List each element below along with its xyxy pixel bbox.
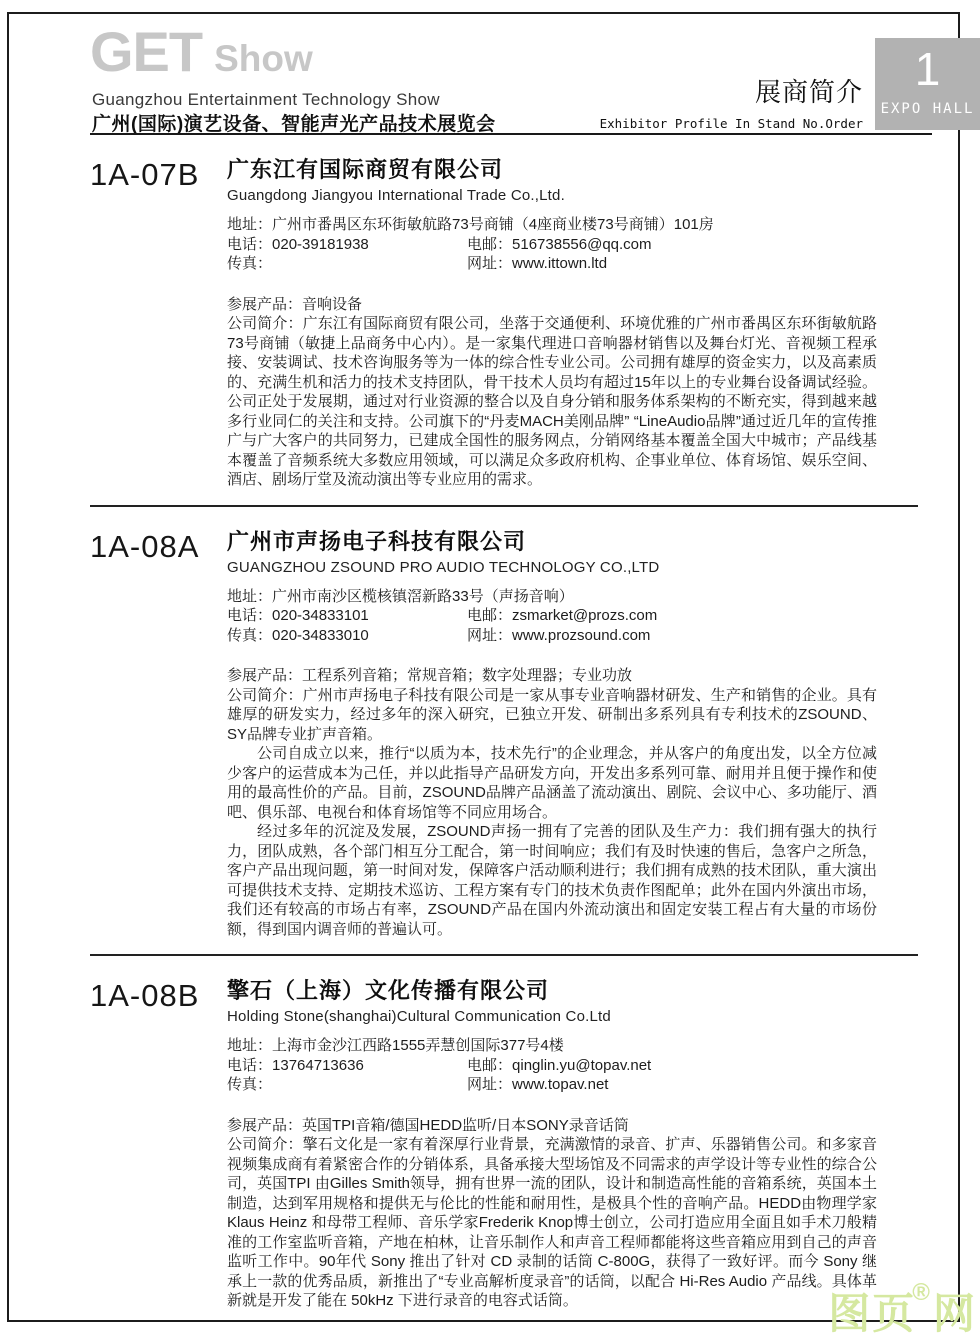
phone-label: 电话：	[227, 1056, 273, 1074]
page-border-frame	[7, 12, 960, 1322]
show-tagline-cn: 广州(国际)演艺设备、智能声光产品技术展览会	[92, 114, 496, 135]
watermark-text-left: 图页	[828, 1290, 917, 1336]
fax-website-row	[227, 626, 877, 646]
phone-label: 电话：	[227, 235, 273, 253]
phone-email-row	[227, 235, 877, 255]
products-value: 工程系列音箱；常规音箱；数字处理器；专业功放	[302, 667, 633, 684]
website-label: 网址：	[467, 1076, 513, 1093]
company-profile	[227, 686, 877, 940]
products-label: 参展产品：	[227, 295, 303, 313]
email-cell	[467, 1056, 651, 1076]
products-value: 英国TPI音箱/德国HEDD监听/日本SONY录音话筒	[302, 1116, 629, 1134]
logo-show-text: Show	[214, 38, 313, 79]
contact-block	[227, 587, 877, 646]
exhibitor-entry	[9, 135, 958, 490]
registered-mark-icon: ®	[912, 1279, 932, 1306]
profile-label: 公司简介：	[227, 315, 303, 332]
address-row	[227, 1036, 877, 1056]
email-cell	[467, 235, 652, 255]
company-name-cn: 擎石（上海）文化传播有限公司	[227, 978, 550, 1003]
website-label: 网址：	[467, 626, 513, 644]
address-row	[227, 215, 877, 235]
watermark-text-right: 网	[932, 1290, 977, 1336]
company-name-en: Holding Stone(shanghai)Cultural Communication Co.Ltd	[227, 1008, 611, 1025]
address-value: 上海市金沙江西路1555弄慧创国际377号4楼	[272, 1037, 564, 1054]
email-cell	[467, 606, 657, 626]
profile-paragraph: 公司自成立以来，推行“以质为本，技术先行”的企业理念，并从客户的角度出发，以全方位减少客户的运营成本为己任，并以此指导产品研发方向，开发出多系列可靠、耐用并且便于操作和使用的最高性价的产品。目前，ZSOUND品牌产品涵盖了流动演出、剧院、会议中心、多功能厅、酒吧、俱乐部、电视台和体育场馆等不同应用场合。	[227, 745, 877, 821]
section-title-en: Exhibitor Profile In Stand No.Order	[599, 116, 863, 131]
fax-website-row	[227, 1075, 877, 1095]
exhibitor-body	[227, 525, 877, 940]
show-tagline-en: Guangzhou Entertainment Technology Show	[92, 90, 440, 109]
phone-value: 13764713636	[272, 1056, 364, 1074]
products-line	[227, 666, 877, 686]
products-line	[227, 295, 877, 315]
phone-value: 020-39181938	[272, 235, 369, 253]
get-show-logo	[90, 20, 313, 83]
fax-value: 020-34833010	[272, 626, 369, 644]
profile-paragraph: 公司简介：擎石文化是一家有着深厚行业背景，充满激情的录音、扩声、乐器销售公司。和多家音视频集成商有着紧密合作的分销体系，具备承接大型场馆及不同需求的声学设计等专业性的综合公司，英国TPI 由Gilles Smith领导，拥有世界一流的团队，设计和制造高性能的音箱系统，英国本土制造，达到军用规格和提供无与伦比的性能和耐用性，是极具个性的音响产品。HEDD由物理学家Klaus Heinz 和母带工程师、音乐学家Frederik Knop博士创立，公司打造应用全面且如手术刀般精准的工作室监听音箱，产地在柏林，让音乐制作人和声音工程师都能将这些音箱应用到自己的声音监听工作中。90年代 Sony 推出了针对 CD 录制的话筒 C-800G，获得了一致好评。而今 Sony 继承上一款的优秀品质，新推出了“专业高解析度录音”的话筒，以配合 Hi-Res Audio 产品线。具体革新就是开发了能在 50kHz 下进行录音的电容式话筒。	[227, 1136, 877, 1309]
products-value: 音响设备	[302, 295, 363, 313]
address-value: 广州市番禺区东环街敏航路73号商铺（4座商业楼73号商铺）101房	[272, 216, 714, 233]
fax-website-row	[227, 254, 877, 274]
expo-hall-badge	[875, 38, 980, 130]
section-title-cn: 展商简介	[754, 77, 863, 107]
contact-block	[227, 215, 877, 274]
profile-label: 公司简介：	[227, 1136, 303, 1153]
company-name-en: GUANGZHOU ZSOUND PRO AUDIO TECHNOLOGY CO.,LTD	[227, 558, 660, 576]
website-cell	[467, 626, 650, 646]
phone-email-row	[227, 1056, 877, 1076]
page-header	[9, 14, 958, 135]
products-line	[227, 1116, 877, 1136]
company-name-en: Guangdong Jiangyou International Trade Co.,Ltd.	[227, 187, 565, 204]
exhibitor-entry	[9, 507, 958, 940]
email-value: 516738556@qq.com	[512, 235, 652, 253]
profile-paragraph: 公司简介：广州市声扬电子科技有限公司是一家从事专业音响器材研发、生产和销售的企业。具有雄厚的研发实力，经过多年的深入研究，已独立开发、研制出多系列具有专利技术的ZSOUND、SY品牌专业扩声音箱。	[227, 686, 877, 743]
stand-number: 1A-08A	[90, 528, 200, 564]
products-label: 参展产品：	[227, 1116, 303, 1134]
stand-number: 1A-08B	[90, 978, 200, 1013]
website-cell	[467, 254, 607, 274]
email-label: 电邮：	[467, 607, 513, 624]
products-label: 参展产品：	[227, 667, 303, 684]
email-label: 电邮：	[467, 235, 513, 253]
exhibitor-body	[227, 153, 877, 490]
exhibitor-body	[227, 974, 877, 1311]
company-profile	[227, 314, 877, 490]
logo-get-text: GET	[90, 20, 203, 83]
address-row	[227, 587, 877, 607]
website-label: 网址：	[467, 255, 513, 272]
email-value: qinglin.yu@topav.net	[512, 1056, 652, 1074]
exhibitor-entry	[9, 956, 958, 1311]
email-value: zsmarket@prozs.com	[512, 607, 658, 624]
stand-number: 1A-07B	[90, 157, 200, 192]
profile-paragraph: 公司简介：广东江有国际商贸有限公司，坐落于交通便利、环境优雅的广州市番禺区东环街敏航路73号商铺（敏捷上品商务中心内）。是一家集代理进口音响器材销售以及舞台灯光、音视频工程承接、安装调试、技术咨询服务等为一体的综合性专业公司。公司拥有雄厚的资金实力，以及高素质的、充满生机和活力的技术支持团队，骨干技术人员均有超过15年以上的专业舞台设备调试经验。公司正处于发展期，通过对行业资源的整合以及自身分销和服务体系架构的不断充实，得到越来越多行业同仁的关注和支持。公司旗下的“丹麦MACH美刚品牌” “LineAudio品牌”通过近几年的宣传推广与广大客户的共同努力，已建成全国性的服务网点，分销网络基本覆盖全国大中城市；产品线基本覆盖了音频系统大多数应用领域，可以满足众多政府机构、企事业单位、体育场馆、娱乐空间、酒店、剧场厅堂及流动演出等专业应用的需求。	[227, 315, 877, 488]
company-profile	[227, 1135, 877, 1311]
website-value: www.prozsound.com	[512, 626, 651, 644]
fax-label: 传真：	[227, 626, 273, 644]
profile-label: 公司简介：	[227, 686, 303, 704]
hall-number: 1	[914, 43, 941, 95]
email-label: 电邮：	[467, 1056, 513, 1074]
phone-value: 020-34833101	[272, 607, 369, 624]
address-label: 地址：	[227, 587, 273, 605]
website-cell	[467, 1075, 608, 1095]
website-value: www.topav.net	[512, 1076, 609, 1093]
tuyewang-watermark	[828, 1281, 977, 1335]
fax-label: 传真：	[227, 1076, 273, 1093]
company-name-cn: 广州市声扬电子科技有限公司	[227, 528, 527, 554]
address-label: 地址：	[227, 216, 273, 233]
phone-email-row	[227, 606, 877, 626]
address-value: 广州市南沙区榄核镇滘新路33号（声扬音响）	[272, 587, 574, 605]
profile-paragraph: 经过多年的沉淀及发展，ZSOUND声扬一拥有了完善的团队及生产力：我们拥有强大的执行力，团队成熟，各个部门相互分工配合，第一时间响应；我们有及时快速的售后，急客户之所急，客户产品出现问题，第一时间对发，保障客户活动顺利进行；我们拥有成熟的技术团队，重大演出可提供技术支持、定期技术巡访、工程方案有专门的技术负责作图配单；此外在国内外演出市场，我们还有较高的市场占有率，ZSOUND产品在国内外流动演出和固定安装工程占有大量的市场份额，得到国内调音师的普遍认可。	[227, 823, 877, 938]
hall-label: EXPO HALL	[880, 101, 975, 117]
exhibitor-list	[9, 135, 958, 1311]
fax-label: 传真：	[227, 255, 273, 272]
website-value: www.ittown.ltd	[512, 255, 608, 272]
address-label: 地址：	[227, 1037, 273, 1054]
phone-label: 电话：	[227, 607, 273, 624]
contact-block	[227, 1036, 877, 1095]
company-name-cn: 广东江有国际商贸有限公司	[227, 157, 504, 182]
